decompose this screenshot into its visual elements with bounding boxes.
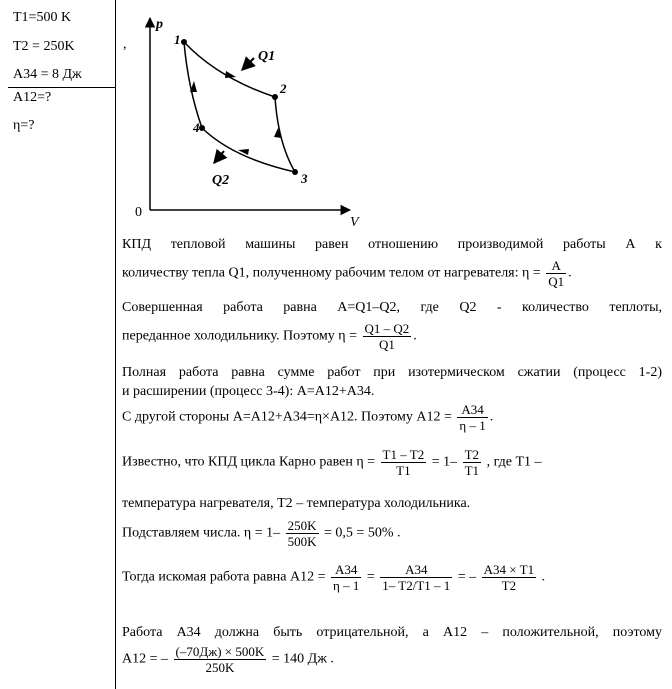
arrow-1-2 [225,71,236,78]
q1-label: Q1 [258,49,276,64]
eta-def-fraction [546,258,566,289]
a12-final-eq-1: = [366,569,375,585]
a12-value-lhs: A12 = – [122,651,169,667]
a12-final-den-1: η – 1 [333,578,360,593]
a12-final-num-2: A34 [380,562,452,578]
para4-text: С другой стороны A=A12+A34=η×A12. Поэтому [122,409,413,425]
carnot-lhs: η = [356,454,376,470]
eta-q-den: Q1 [378,337,395,352]
v-axis-label: V [350,215,359,230]
eta-def-lhs: η = [522,265,541,281]
eta-calc-num: 250K [287,518,317,533]
para6 [122,518,662,549]
para7 [122,562,662,593]
a12-value-den: 250K [205,660,235,675]
a12-final-lhs: A12 = [290,569,326,585]
point-1 [181,39,187,45]
para7-end: . [541,569,546,585]
column-divider [115,0,116,689]
para2-line1: Совершенная работа равна A=Q1–Q2, где Q2 - количество теплоты, [122,300,662,315]
carnot-den-1: T1 [396,463,411,478]
eta-q-lhs: η = [338,328,358,344]
point-1-label: 1 [174,32,181,47]
given-t2: T2 = 250K [13,39,75,54]
a12-final-num-1: A34 [331,562,361,578]
given-a34: A34 = 8 Дж [13,67,82,82]
para2-end: . [413,328,417,344]
eta-q-fraction [363,321,412,352]
q1-arrow [242,58,254,70]
a12-formula-den: η – 1 [459,418,486,433]
eta-q-num: Q1 – Q2 [364,321,410,336]
para5-post: , где T1 – [486,454,542,470]
para1-end: . [568,265,572,281]
para4-end: . [489,409,494,425]
para4 [122,402,662,433]
p-axis-label: p [156,17,163,32]
eta-def-num: A [546,258,566,274]
a12-formula-lhs: A12 = [416,409,452,425]
a12-value-num: (–70Дж) × 500K [175,644,265,659]
given-t1: T1=500 K [13,10,72,25]
carnot-fraction-1 [381,447,427,478]
para6-text: Подставляем числа. [122,525,241,541]
a12-final-den-3: T2 [501,578,517,593]
origin-label: 0 [135,205,142,220]
pv-diagram [118,8,368,230]
a12-final-den-2: 1– T2/T1 – 1 [382,578,451,593]
eta-calc-lhs: η = 1– [243,525,281,541]
a12-value-fraction [174,644,267,675]
given-divider [8,87,115,88]
a12-final-eq-2: = – [457,569,477,585]
point-3 [292,169,298,175]
para1-line1: КПД тепловой машины равен отношению производимой работы А к [122,237,662,252]
para8-line2 [122,644,662,675]
q2-label: Q2 [212,173,230,188]
carnot-mid: = 1– [431,454,458,470]
para7-text: Тогда искомая работа равна [122,569,287,585]
para3-line1: Полная работа равна сумме работ при изотермическом сжатии (процесс 1-2) [122,365,662,380]
a12-final-num-3: A34 × T1 [483,562,535,577]
para5-line2: температура нагревателя, T2 – температура холодильника. [122,496,471,511]
a12-final-fraction-2 [380,562,452,593]
a12-value-result: = 140 Дж . [271,651,334,667]
carnot-num-2: T2 [464,447,480,462]
point-2-label: 2 [280,81,287,96]
a12-formula-fraction [457,402,487,433]
carnot-fraction-2 [463,447,481,478]
para1-line2-text: количеству тепла Q1, полученному рабочим телом от нагревателя: [122,265,519,281]
carnot-den-2: T1 [464,463,480,478]
find-a12: A12=? [13,90,52,105]
para2-line2 [122,321,662,352]
point-3-label: 3 [301,171,308,186]
eta-def-den: Q1 [548,274,565,289]
eta-calc-fraction [286,518,319,549]
a12-final-fraction-3 [482,562,536,593]
para2-line2-text: переданное холодильнику. Поэтому [122,328,335,344]
para1-line2 [122,258,662,289]
point-4-label: 4 [193,120,200,135]
point-4 [199,125,205,131]
tick-mark: , [123,37,127,52]
q2-arrow [214,151,224,163]
para8-line1: Работа A34 должна быть отрицательной, а A12 – положительной, поэтому [122,625,662,640]
para3-line2: и расширении (процесс 3-4): A=A12+A34. [122,384,375,399]
para5-line1 [122,447,662,478]
find-eta: η=? [13,118,35,133]
a12-final-fraction-1 [331,562,361,593]
eta-calc-result: = 0,5 = 50% . [324,525,401,541]
a12-formula-num: A34 [457,402,487,418]
point-2 [272,94,278,100]
eta-calc-den: 500K [287,534,317,549]
carnot-num-1: T1 – T2 [382,447,425,462]
para5-text: Известно, что КПД цикла Карно равен [122,454,353,470]
